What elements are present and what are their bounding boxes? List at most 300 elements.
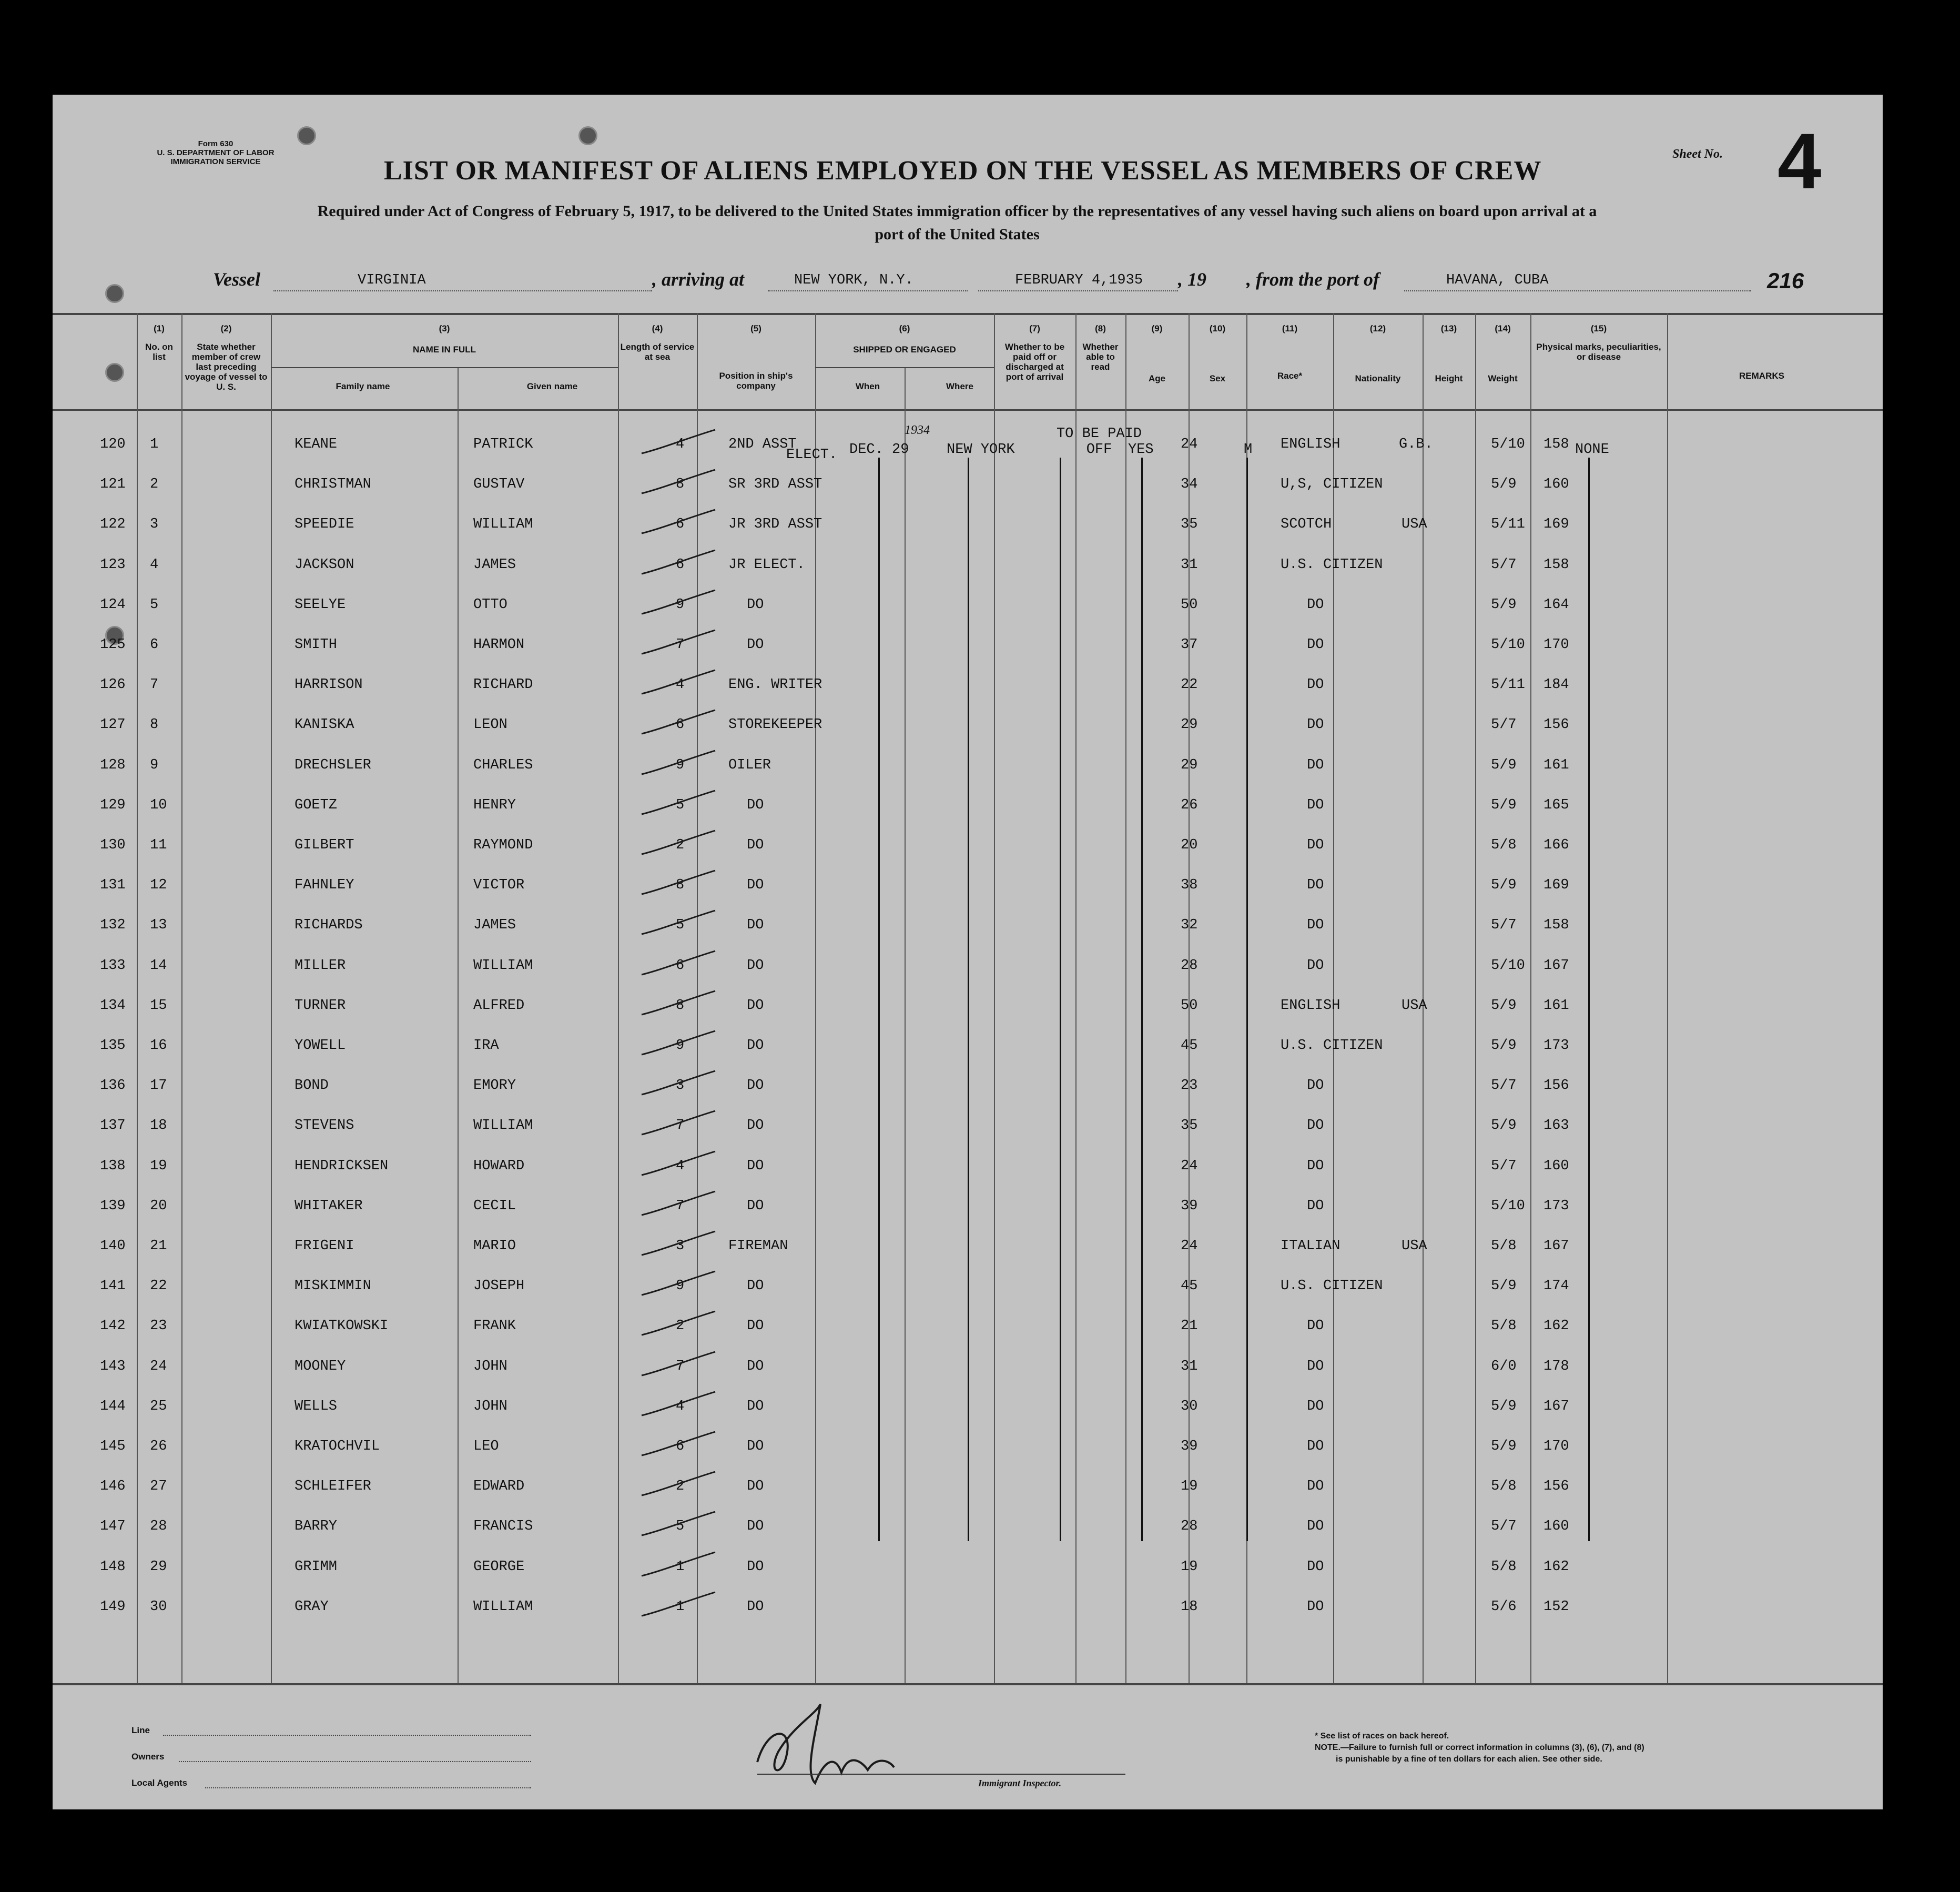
family-name: KANISKA xyxy=(294,717,354,733)
pencil-check-mark xyxy=(636,1590,720,1621)
date-rule xyxy=(978,290,1178,291)
age: 28 xyxy=(1181,1519,1198,1534)
family-name: BOND xyxy=(294,1078,329,1094)
margin-line-number: 147 xyxy=(100,1519,126,1534)
margin-line-number: 136 xyxy=(100,1078,126,1094)
service-length: 4 xyxy=(676,437,685,452)
weight: 167 xyxy=(1543,1399,1569,1414)
pencil-check-mark xyxy=(636,1550,720,1581)
list-number: 17 xyxy=(150,1078,167,1094)
given-name: JAMES xyxy=(473,917,516,933)
given-name: LEO xyxy=(473,1439,499,1454)
given-name: WILLIAM xyxy=(473,1599,533,1615)
given-name: OTTO xyxy=(473,597,507,613)
race: DO xyxy=(1307,757,1324,773)
weight: 160 xyxy=(1543,1158,1569,1174)
service-length: 9 xyxy=(676,1038,685,1054)
form-number: Form 630 xyxy=(198,139,233,148)
list-number: 26 xyxy=(150,1439,167,1454)
position: DO xyxy=(747,958,764,974)
list-number: 14 xyxy=(150,958,167,974)
position: DO xyxy=(747,877,764,893)
height: 5/9 xyxy=(1491,998,1517,1014)
height: 6/0 xyxy=(1491,1359,1517,1374)
weight: 170 xyxy=(1543,637,1569,653)
race: U.S. CITIZEN xyxy=(1281,557,1383,573)
height: 5/9 xyxy=(1491,877,1517,893)
height: 5/11 xyxy=(1491,677,1525,693)
given-name: WILLIAM xyxy=(473,517,533,532)
family-name: MISKIMMIN xyxy=(294,1278,371,1294)
family-name: GILBERT xyxy=(294,837,354,853)
position: DO xyxy=(747,1118,764,1134)
from-label: , from the port of xyxy=(1246,269,1380,290)
inspector-label: Immigrant Inspector. xyxy=(978,1778,1062,1788)
family-name: GRIMM xyxy=(294,1559,338,1575)
height: 5/7 xyxy=(1491,557,1517,573)
race: U.S. CITIZEN xyxy=(1281,1278,1383,1294)
service-length: 3 xyxy=(676,1078,685,1094)
list-number: 23 xyxy=(150,1318,167,1334)
height: 5/9 xyxy=(1491,1399,1517,1414)
pencil-check-mark xyxy=(636,1229,720,1260)
family-name: YOWELL xyxy=(294,1038,346,1054)
weight: 163 xyxy=(1543,1118,1569,1134)
margin-line-number: 133 xyxy=(100,958,126,974)
weight: 160 xyxy=(1543,1519,1569,1534)
family-name: HARRISON xyxy=(294,677,363,693)
weight: 178 xyxy=(1543,1359,1569,1374)
list-number: 27 xyxy=(150,1479,167,1494)
position: DO xyxy=(747,1519,764,1534)
column-number: (3) xyxy=(439,323,450,333)
column-label: Age xyxy=(1148,373,1166,383)
position: FIREMAN xyxy=(728,1238,788,1254)
punch-hole xyxy=(578,126,597,145)
race: DO xyxy=(1307,917,1324,933)
family-name: SMITH xyxy=(294,637,338,653)
margin-line-number: 122 xyxy=(100,517,126,532)
column-number: (10) xyxy=(1209,323,1226,333)
margin-line-number: 149 xyxy=(100,1599,126,1615)
column-label: Weight xyxy=(1488,373,1518,383)
service-length: 9 xyxy=(676,757,685,773)
age: 22 xyxy=(1181,677,1198,693)
height: 5/9 xyxy=(1491,477,1517,492)
given-name: JOHN xyxy=(473,1359,507,1374)
family-name: CHRISTMAN xyxy=(294,477,371,492)
position: DO xyxy=(747,1359,764,1374)
given-name: WILLIAM xyxy=(473,958,533,974)
race: ITALIAN xyxy=(1281,1238,1340,1254)
pencil-check-mark xyxy=(636,748,720,780)
height: 5/9 xyxy=(1491,797,1517,813)
service-length: 7 xyxy=(676,1359,685,1374)
given-name: HARMON xyxy=(473,637,525,653)
height: 5/10 xyxy=(1491,637,1525,653)
race: DO xyxy=(1307,1359,1324,1374)
local-agents-label: Local Agents xyxy=(131,1778,188,1788)
weight: 165 xyxy=(1543,797,1569,813)
service-length: 2 xyxy=(676,1479,685,1494)
weight: 158 xyxy=(1543,557,1569,573)
pencil-check-mark xyxy=(636,507,720,539)
height: 5/10 xyxy=(1491,1198,1525,1214)
race: DO xyxy=(1307,1599,1324,1615)
margin-line-number: 142 xyxy=(100,1318,126,1334)
age: 50 xyxy=(1181,597,1198,613)
service-length: 5 xyxy=(676,917,685,933)
weight: 158 xyxy=(1543,917,1569,933)
position: ENG. WRITER xyxy=(728,677,822,693)
given-name: JAMES xyxy=(473,557,516,573)
column-label: Nationality xyxy=(1355,373,1401,383)
form-id-block xyxy=(137,139,294,166)
family-name: WHITAKER xyxy=(294,1198,363,1214)
age: 35 xyxy=(1181,517,1198,532)
list-number: 11 xyxy=(150,837,167,853)
height: 5/8 xyxy=(1491,837,1517,853)
given-name: JOHN xyxy=(473,1399,507,1414)
margin-line-number: 139 xyxy=(100,1198,126,1214)
shipped-header-rule xyxy=(815,367,994,368)
margin-line-number: 127 xyxy=(100,717,126,733)
ditto-line xyxy=(878,458,880,1541)
column-label: NAME IN FULL xyxy=(413,345,476,355)
document-subtitle xyxy=(137,200,1778,246)
list-number: 22 xyxy=(150,1278,167,1294)
age: 34 xyxy=(1181,477,1198,492)
family-name: STEVENS xyxy=(294,1118,354,1134)
height: 5/7 xyxy=(1491,917,1517,933)
weight: 166 xyxy=(1543,837,1569,853)
age: 19 xyxy=(1181,1479,1198,1494)
given-name: CHARLES xyxy=(473,757,533,773)
given-name: JOSEPH xyxy=(473,1278,525,1294)
margin-line-number: 121 xyxy=(100,477,126,492)
nationality: USA xyxy=(1402,517,1427,532)
race: DO xyxy=(1307,677,1324,693)
column-number: (5) xyxy=(750,323,761,333)
given-name: HENRY xyxy=(473,797,516,813)
pencil-check-mark xyxy=(636,948,720,980)
race: DO xyxy=(1307,797,1324,813)
race: DO xyxy=(1307,1198,1324,1214)
family-name: GRAY xyxy=(294,1599,329,1615)
column-label: Sex xyxy=(1209,373,1226,383)
weight: 167 xyxy=(1543,1238,1569,1254)
weight: 156 xyxy=(1543,1078,1569,1094)
race: DO xyxy=(1307,1399,1324,1414)
height: 5/7 xyxy=(1491,1519,1517,1534)
weight: 169 xyxy=(1543,517,1569,532)
from-port: HAVANA, CUBA xyxy=(1446,272,1549,288)
position: OILER xyxy=(728,757,771,773)
shipped-year-annotation: 1934 xyxy=(905,423,930,437)
column-number: (12) xyxy=(1369,323,1386,333)
service-length: 8 xyxy=(676,998,685,1014)
column-number: (7) xyxy=(1029,323,1040,333)
nationality: USA xyxy=(1402,998,1427,1014)
given-name: WILLIAM xyxy=(473,1118,533,1134)
family-name: MILLER xyxy=(294,958,346,974)
service-length: 6 xyxy=(676,717,685,733)
vessel-rule xyxy=(273,290,652,291)
weight: 164 xyxy=(1543,597,1569,613)
family-name: KEANE xyxy=(294,437,338,452)
pencil-check-mark xyxy=(636,1269,720,1300)
owners-label: Owners xyxy=(131,1752,165,1762)
service-length: 7 xyxy=(676,637,685,653)
weight: 152 xyxy=(1543,1599,1569,1615)
table-row xyxy=(53,1559,1883,1580)
pencil-check-mark xyxy=(636,1149,720,1180)
position: DO xyxy=(747,1599,764,1615)
name-header-rule xyxy=(271,367,618,368)
position-continued: ELECT. xyxy=(786,447,838,463)
table-bottom-border xyxy=(53,1683,1883,1685)
position: DO xyxy=(747,637,764,653)
column-label: State whether member of crew last preceding voyage of vessel to U. S. xyxy=(185,342,268,392)
weight: 162 xyxy=(1543,1559,1569,1575)
pencil-check-mark xyxy=(636,1189,720,1220)
department-name: U. S. DEPARTMENT OF LABOR xyxy=(157,148,275,157)
given-name: FRANK xyxy=(473,1318,516,1334)
ditto-line xyxy=(1141,458,1143,1541)
margin-line-number: 135 xyxy=(100,1038,126,1054)
list-number: 16 xyxy=(150,1038,167,1054)
margin-line-number: 130 xyxy=(100,837,126,853)
age: 23 xyxy=(1181,1078,1198,1094)
physical-marks: NONE xyxy=(1575,442,1609,458)
list-number: 5 xyxy=(150,597,159,613)
given-name: ALFRED xyxy=(473,998,525,1014)
height: 5/9 xyxy=(1491,1118,1517,1134)
position: DO xyxy=(747,917,764,933)
inspector-signature xyxy=(736,1694,957,1799)
list-number: 6 xyxy=(150,637,159,653)
weight: 162 xyxy=(1543,1318,1569,1334)
pencil-check-mark xyxy=(636,1469,720,1501)
family-name: SEELYE xyxy=(294,597,346,613)
race: DO xyxy=(1307,1439,1324,1454)
family-name: BARRY xyxy=(294,1519,338,1534)
weight: 174 xyxy=(1543,1278,1569,1294)
race: DO xyxy=(1307,877,1324,893)
list-number: 30 xyxy=(150,1599,167,1615)
punch-hole xyxy=(105,284,124,303)
pencil-check-mark xyxy=(636,427,720,459)
age: 19 xyxy=(1181,1559,1198,1575)
nationality: USA xyxy=(1402,1238,1427,1254)
column-number: (11) xyxy=(1282,323,1298,333)
ditto-line xyxy=(1246,458,1248,1541)
list-number: 29 xyxy=(150,1559,167,1575)
margin-line-number: 144 xyxy=(100,1399,126,1414)
family-name-header: Family name xyxy=(336,381,390,391)
pencil-check-mark xyxy=(636,548,720,579)
service-length: 7 xyxy=(676,1198,685,1214)
margin-line-number: 120 xyxy=(100,437,126,452)
vessel-name: VIRGINIA xyxy=(358,272,426,288)
height: 5/9 xyxy=(1491,1439,1517,1454)
race: DO xyxy=(1307,637,1324,653)
service-length: 8 xyxy=(676,477,685,492)
race: DO xyxy=(1307,1118,1324,1134)
ditto-line xyxy=(1588,458,1590,1541)
service-length: 9 xyxy=(676,1278,685,1294)
list-number: 2 xyxy=(150,477,159,492)
position: DO xyxy=(747,837,764,853)
age: 29 xyxy=(1181,757,1198,773)
table-header-border xyxy=(53,409,1883,411)
service-length: 8 xyxy=(676,877,685,893)
margin-line-number: 134 xyxy=(100,998,126,1014)
height: 5/8 xyxy=(1491,1318,1517,1334)
position: DO xyxy=(747,1439,764,1454)
arriving-port: NEW YORK, N.Y. xyxy=(794,272,913,288)
position: DO xyxy=(747,1078,764,1094)
position: JR 3RD ASST xyxy=(728,517,822,532)
pencil-check-mark xyxy=(636,1309,720,1340)
family-name: WELLS xyxy=(294,1399,338,1414)
column-label: Whether to be paid off or discharged at port of arrival xyxy=(1004,342,1065,382)
pencil-check-mark xyxy=(636,908,720,939)
arrival-date: FEBRUARY 4,1935 xyxy=(1015,272,1143,288)
height: 5/9 xyxy=(1491,1278,1517,1294)
subtitle-line-1: Required under Act of Congress of February 5, 1917, to be delivered to the United States immigration officer by the representatives of any vessel having such aliens on board upon arrival at a xyxy=(317,203,1597,220)
margin-line-number: 140 xyxy=(100,1238,126,1254)
age: 21 xyxy=(1181,1318,1198,1334)
family-name: FRIGENI xyxy=(294,1238,354,1254)
subtitle-line-2: port of the United States xyxy=(875,226,1040,243)
given-name: RICHARD xyxy=(473,677,533,693)
shipped-when-header: When xyxy=(855,381,880,391)
weight: 156 xyxy=(1543,1479,1569,1494)
column-number: (8) xyxy=(1095,323,1106,333)
given-name: MARIO xyxy=(473,1238,516,1254)
margin-line-number: 141 xyxy=(100,1278,126,1294)
year-label: , 19 xyxy=(1178,269,1206,290)
service-length: 2 xyxy=(676,837,685,853)
race: DO xyxy=(1307,597,1324,613)
column-number: (9) xyxy=(1151,323,1163,333)
pencil-check-mark xyxy=(636,1389,720,1421)
pencil-check-mark xyxy=(636,1349,720,1381)
given-name: EMORY xyxy=(473,1078,516,1094)
service-length: 6 xyxy=(676,1439,685,1454)
margin-line-number: 129 xyxy=(100,797,126,813)
height: 5/9 xyxy=(1491,597,1517,613)
column-number: (14) xyxy=(1495,323,1511,333)
list-number: 24 xyxy=(150,1359,167,1374)
service-name: IMMIGRATION SERVICE xyxy=(170,157,261,166)
race: DO xyxy=(1307,958,1324,974)
margin-line-number: 146 xyxy=(100,1479,126,1494)
service-length: 5 xyxy=(676,797,685,813)
sheet-label: Sheet No. xyxy=(1672,147,1723,161)
height: 5/9 xyxy=(1491,757,1517,773)
weight: 184 xyxy=(1543,677,1569,693)
given-name: EDWARD xyxy=(473,1479,525,1494)
vessel-label: Vessel xyxy=(213,269,260,290)
family-name: HENDRICKSEN xyxy=(294,1158,389,1174)
service-length: 6 xyxy=(676,517,685,532)
able-to-read: YES xyxy=(1128,442,1154,458)
service-length: 4 xyxy=(676,677,685,693)
age: 28 xyxy=(1181,958,1198,974)
given-name: GEORGE xyxy=(473,1559,525,1575)
column-number: (4) xyxy=(652,323,663,333)
family-name: KWIATKOWSKI xyxy=(294,1318,389,1334)
weight: 161 xyxy=(1543,757,1569,773)
pencil-check-mark xyxy=(636,667,720,699)
family-name: KRATOCHVIL xyxy=(294,1439,380,1454)
weight: 167 xyxy=(1543,958,1569,974)
column-number: (13) xyxy=(1440,323,1457,333)
margin-line-number: 123 xyxy=(100,557,126,573)
list-number: 3 xyxy=(150,517,159,532)
penalty-note-2: is punishable by a fine of ten dollars for each alien. See other side. xyxy=(1336,1755,1602,1764)
paid-off: TO BE PAID OFF xyxy=(1056,426,1142,458)
margin-line-number: 128 xyxy=(100,757,126,773)
given-name: PATRICK xyxy=(473,437,533,452)
pencil-check-mark xyxy=(636,1509,720,1541)
position: DO xyxy=(747,998,764,1014)
age: 45 xyxy=(1181,1038,1198,1054)
weight: 170 xyxy=(1543,1439,1569,1454)
margin-line-number: 124 xyxy=(100,597,126,613)
pencil-check-mark xyxy=(636,988,720,1020)
punch-hole xyxy=(105,363,124,382)
owners-rule xyxy=(179,1761,531,1762)
given-name-header: Given name xyxy=(526,381,578,391)
family-name: MOONEY xyxy=(294,1359,346,1374)
height: 5/7 xyxy=(1491,1158,1517,1174)
age: 32 xyxy=(1181,917,1198,933)
height: 5/10 xyxy=(1491,958,1525,974)
weight: 173 xyxy=(1543,1198,1569,1214)
service-length: 6 xyxy=(676,557,685,573)
service-length: 3 xyxy=(676,1238,685,1254)
position: DO xyxy=(747,1038,764,1054)
race: DO xyxy=(1307,1078,1324,1094)
weight: 161 xyxy=(1543,998,1569,1014)
column-number: (15) xyxy=(1590,323,1607,333)
given-name: HOWARD xyxy=(473,1158,525,1174)
list-number: 20 xyxy=(150,1198,167,1214)
margin-line-number: 148 xyxy=(100,1559,126,1575)
race: U.S. CITIZEN xyxy=(1281,1038,1383,1054)
service-length: 2 xyxy=(676,1318,685,1334)
margin-line-number: 138 xyxy=(100,1158,126,1174)
margin-line-number: 132 xyxy=(100,917,126,933)
age: 35 xyxy=(1181,1118,1198,1134)
list-number: 13 xyxy=(150,917,167,933)
position: DO xyxy=(747,1158,764,1174)
race: DO xyxy=(1307,717,1324,733)
age: 31 xyxy=(1181,557,1198,573)
race: DO xyxy=(1307,1158,1324,1174)
service-length: 1 xyxy=(676,1599,685,1615)
height: 5/10 xyxy=(1491,437,1525,452)
column-label: Length of service at sea xyxy=(620,342,695,362)
age: 18 xyxy=(1181,1599,1198,1615)
given-name: FRANCIS xyxy=(473,1519,533,1534)
signature-rule xyxy=(757,1774,1125,1775)
column-label: Whether able to read xyxy=(1082,342,1119,372)
penalty-note-1: NOTE.—Failure to furnish full or correct information in columns (3), (6), (7), and (8) xyxy=(1315,1743,1644,1752)
